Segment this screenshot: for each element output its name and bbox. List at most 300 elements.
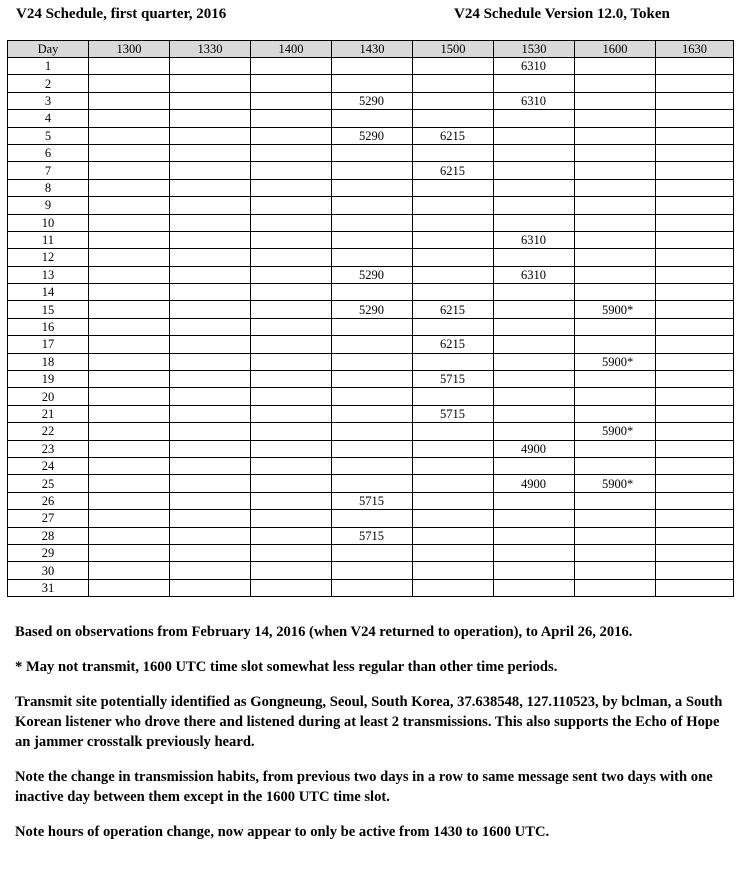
table-row (8, 266, 734, 283)
frequency-cell (494, 301, 575, 318)
frequency-cell (170, 405, 251, 422)
frequency-cell (332, 544, 413, 561)
frequency-cell (251, 388, 332, 405)
frequency-cell (575, 492, 656, 509)
frequency-cell (170, 353, 251, 370)
frequency-cell (89, 527, 170, 544)
frequency-cell (494, 457, 575, 474)
frequency-cell (89, 110, 170, 127)
frequency-cell (494, 75, 575, 92)
frequency-cell: 5900* (575, 301, 656, 318)
frequency-cell (575, 579, 656, 596)
frequency-cell (89, 510, 170, 527)
frequency-cell (494, 353, 575, 370)
frequency-cell (89, 266, 170, 283)
frequency-cell (575, 75, 656, 92)
frequency-cell (413, 510, 494, 527)
frequency-cell (251, 266, 332, 283)
frequency-cell (89, 179, 170, 196)
table-row (8, 144, 734, 161)
frequency-cell: 5290 (332, 301, 413, 318)
frequency-cell (251, 510, 332, 527)
table-row (8, 371, 734, 388)
table-row (8, 110, 734, 127)
frequency-cell (413, 75, 494, 92)
frequency-cell (413, 318, 494, 335)
frequency-cell (170, 266, 251, 283)
day-cell: 11 (8, 231, 89, 248)
table-row (8, 440, 734, 457)
frequency-cell (170, 423, 251, 440)
frequency-cell (251, 440, 332, 457)
day-cell: 23 (8, 440, 89, 457)
frequency-cell (656, 336, 734, 353)
frequency-cell (656, 405, 734, 422)
frequency-cell: 4900 (494, 440, 575, 457)
table-row (8, 162, 734, 179)
frequency-cell (656, 197, 734, 214)
day-cell: 6 (8, 144, 89, 161)
frequency-cell (332, 58, 413, 75)
frequency-cell: 6215 (413, 127, 494, 144)
frequency-cell (251, 405, 332, 422)
table-row (8, 301, 734, 318)
frequency-cell (251, 162, 332, 179)
frequency-cell (575, 388, 656, 405)
frequency-cell (332, 162, 413, 179)
frequency-cell (89, 231, 170, 248)
frequency-cell (575, 266, 656, 283)
frequency-cell (89, 353, 170, 370)
frequency-cell (656, 353, 734, 370)
frequency-cell (656, 127, 734, 144)
frequency-cell (494, 144, 575, 161)
frequency-cell (251, 249, 332, 266)
frequency-cell (656, 492, 734, 509)
frequency-cell (251, 144, 332, 161)
day-cell: 28 (8, 527, 89, 544)
frequency-cell (494, 405, 575, 422)
frequency-cell (413, 179, 494, 196)
frequency-cell: 5900* (575, 475, 656, 492)
column-header-1530: 1530 (494, 41, 575, 58)
frequency-cell (494, 197, 575, 214)
frequency-cell (251, 284, 332, 301)
frequency-cell (251, 423, 332, 440)
frequency-cell (332, 353, 413, 370)
frequency-cell (494, 214, 575, 231)
frequency-cell (575, 58, 656, 75)
frequency-cell (413, 457, 494, 474)
frequency-cell (170, 162, 251, 179)
day-cell: 8 (8, 179, 89, 196)
column-header-1300: 1300 (89, 41, 170, 58)
frequency-cell (170, 579, 251, 596)
frequency-cell (170, 92, 251, 109)
frequency-cell (656, 475, 734, 492)
frequency-cell (89, 162, 170, 179)
frequency-cell (332, 423, 413, 440)
frequency-cell (413, 492, 494, 509)
column-header-1630: 1630 (656, 41, 734, 58)
frequency-cell (251, 492, 332, 509)
day-cell: 27 (8, 510, 89, 527)
day-cell: 1 (8, 58, 89, 75)
frequency-cell (89, 457, 170, 474)
frequency-cell (575, 197, 656, 214)
frequency-cell (656, 58, 734, 75)
day-cell: 17 (8, 336, 89, 353)
frequency-cell (251, 214, 332, 231)
day-cell: 2 (8, 75, 89, 92)
table-row (8, 58, 734, 75)
frequency-cell (89, 440, 170, 457)
frequency-cell (89, 544, 170, 561)
frequency-cell: 5900* (575, 423, 656, 440)
frequency-cell (89, 301, 170, 318)
frequency-cell (575, 110, 656, 127)
table-row (8, 423, 734, 440)
table-row (8, 510, 734, 527)
frequency-cell: 6215 (413, 301, 494, 318)
frequency-cell (89, 284, 170, 301)
frequency-cell (170, 492, 251, 509)
frequency-cell: 6215 (413, 336, 494, 353)
frequency-cell: 5290 (332, 92, 413, 109)
frequency-cell: 5715 (413, 405, 494, 422)
frequency-cell (575, 544, 656, 561)
frequency-cell (332, 197, 413, 214)
column-header-1600: 1600 (575, 41, 656, 58)
frequency-cell (170, 110, 251, 127)
frequency-cell (332, 579, 413, 596)
table-row (8, 75, 734, 92)
frequency-cell (575, 371, 656, 388)
frequency-cell (170, 214, 251, 231)
frequency-cell (413, 92, 494, 109)
frequency-cell (656, 162, 734, 179)
frequency-cell (332, 144, 413, 161)
frequency-cell (332, 371, 413, 388)
frequency-cell (575, 179, 656, 196)
table-row (8, 197, 734, 214)
frequency-cell (251, 75, 332, 92)
frequency-cell (656, 75, 734, 92)
frequency-cell (170, 249, 251, 266)
frequency-cell (170, 527, 251, 544)
frequency-cell (251, 110, 332, 127)
frequency-cell (413, 231, 494, 248)
frequency-cell (170, 510, 251, 527)
frequency-cell (413, 214, 494, 231)
table-row (8, 579, 734, 596)
frequency-cell (332, 284, 413, 301)
frequency-cell (656, 440, 734, 457)
frequency-cell (656, 562, 734, 579)
frequency-cell (251, 457, 332, 474)
frequency-cell (89, 562, 170, 579)
day-cell: 12 (8, 249, 89, 266)
column-header-1500: 1500 (413, 41, 494, 58)
frequency-cell (494, 284, 575, 301)
table-row (8, 562, 734, 579)
frequency-cell (251, 371, 332, 388)
table-row (8, 475, 734, 492)
frequency-cell (413, 197, 494, 214)
frequency-cell (413, 440, 494, 457)
frequency-cell (413, 353, 494, 370)
table-row (8, 353, 734, 370)
frequency-cell (332, 214, 413, 231)
frequency-cell (656, 179, 734, 196)
frequency-cell (656, 527, 734, 544)
frequency-cell: 6310 (494, 231, 575, 248)
day-cell: 31 (8, 579, 89, 596)
frequency-cell: 4900 (494, 475, 575, 492)
frequency-cell: 5900* (575, 353, 656, 370)
frequency-cell (494, 423, 575, 440)
frequency-cell (413, 544, 494, 561)
frequency-cell (89, 197, 170, 214)
frequency-cell (89, 58, 170, 75)
frequency-cell (413, 527, 494, 544)
frequency-cell (89, 492, 170, 509)
frequency-cell (89, 318, 170, 335)
frequency-cell (413, 110, 494, 127)
frequency-cell (494, 371, 575, 388)
day-cell: 29 (8, 544, 89, 561)
day-cell: 25 (8, 475, 89, 492)
frequency-cell (656, 214, 734, 231)
frequency-cell (170, 457, 251, 474)
frequency-cell (170, 144, 251, 161)
frequency-cell (413, 249, 494, 266)
table-row (8, 527, 734, 544)
frequency-cell (251, 475, 332, 492)
frequency-cell (89, 214, 170, 231)
frequency-cell (170, 284, 251, 301)
frequency-cell (494, 110, 575, 127)
day-cell: 9 (8, 197, 89, 214)
table-row (8, 544, 734, 561)
table-row (8, 249, 734, 266)
frequency-cell (413, 266, 494, 283)
frequency-cell (656, 144, 734, 161)
frequency-cell (656, 544, 734, 561)
frequency-cell (494, 162, 575, 179)
frequency-cell (575, 162, 656, 179)
frequency-cell (89, 75, 170, 92)
frequency-cell (494, 249, 575, 266)
frequency-cell (89, 127, 170, 144)
note-transmit-site: Transmit site potentially identified as Gongneung, Seoul, South Korea, 37.638548, 127.110523, by bclman, a South Korean listener who drove there and listened during at least 2 transmissions. This also supports the Echo of Hope an jammer crosstalk previously heard. (15, 694, 723, 750)
table-row (8, 405, 734, 422)
day-cell: 26 (8, 492, 89, 509)
frequency-cell (332, 179, 413, 196)
frequency-cell (575, 440, 656, 457)
frequency-cell (494, 492, 575, 509)
frequency-cell (251, 318, 332, 335)
table-row (8, 92, 734, 109)
frequency-cell (413, 58, 494, 75)
frequency-cell (332, 475, 413, 492)
frequency-cell (251, 579, 332, 596)
day-cell: 4 (8, 110, 89, 127)
frequency-cell (251, 58, 332, 75)
frequency-cell (656, 284, 734, 301)
schedule-version: V24 Schedule Version 12.0, Token (454, 6, 670, 22)
frequency-cell (656, 457, 734, 474)
frequency-cell (89, 579, 170, 596)
frequency-cell (170, 475, 251, 492)
day-cell: 3 (8, 92, 89, 109)
frequency-cell (170, 197, 251, 214)
table-row (8, 336, 734, 353)
table-row (8, 179, 734, 196)
frequency-cell (89, 371, 170, 388)
frequency-cell (413, 423, 494, 440)
day-cell: 5 (8, 127, 89, 144)
frequency-cell (413, 562, 494, 579)
table-row (8, 231, 734, 248)
notes-section (15, 622, 727, 857)
frequency-cell (494, 179, 575, 196)
frequency-cell (575, 336, 656, 353)
frequency-cell (170, 231, 251, 248)
column-header-day: Day (8, 41, 89, 58)
frequency-cell (89, 405, 170, 422)
frequency-cell (251, 527, 332, 544)
frequency-cell (656, 92, 734, 109)
frequency-cell (656, 110, 734, 127)
frequency-cell (656, 266, 734, 283)
frequency-cell (332, 249, 413, 266)
frequency-cell (89, 336, 170, 353)
frequency-cell (332, 388, 413, 405)
frequency-cell (575, 249, 656, 266)
frequency-cell (89, 423, 170, 440)
day-cell: 24 (8, 457, 89, 474)
frequency-cell (656, 318, 734, 335)
frequency-cell (494, 544, 575, 561)
frequency-cell (332, 231, 413, 248)
frequency-cell (251, 562, 332, 579)
frequency-cell (413, 284, 494, 301)
frequency-cell (494, 562, 575, 579)
frequency-cell (170, 544, 251, 561)
frequency-cell (251, 353, 332, 370)
frequency-cell (494, 510, 575, 527)
note-transmission-habits: Note the change in transmission habits, from previous two days in a row to same message sent two days with one inactive day between them except in the 1600 UTC time slot. (15, 769, 713, 805)
table-row (8, 214, 734, 231)
table-row (8, 127, 734, 144)
frequency-cell (575, 284, 656, 301)
schedule-table (7, 40, 734, 597)
column-header-1330: 1330 (170, 41, 251, 58)
frequency-cell (494, 127, 575, 144)
column-header-1430: 1430 (332, 41, 413, 58)
frequency-cell (89, 92, 170, 109)
frequency-cell (251, 544, 332, 561)
frequency-cell (251, 301, 332, 318)
frequency-cell (332, 110, 413, 127)
note-observation-period: Based on observations from February 14, 2016 (when V24 returned to operation), to April 26, 2016. (15, 624, 633, 640)
table-header-row (8, 41, 734, 58)
frequency-cell (575, 231, 656, 248)
day-cell: 16 (8, 318, 89, 335)
column-header-1400: 1400 (251, 41, 332, 58)
frequency-cell (332, 457, 413, 474)
frequency-cell (494, 579, 575, 596)
frequency-cell (656, 579, 734, 596)
frequency-cell (575, 562, 656, 579)
day-cell: 19 (8, 371, 89, 388)
frequency-cell (251, 197, 332, 214)
frequency-cell (332, 318, 413, 335)
frequency-cell (413, 144, 494, 161)
frequency-cell (170, 75, 251, 92)
frequency-cell (575, 457, 656, 474)
frequency-cell: 5715 (332, 492, 413, 509)
table-row (8, 388, 734, 405)
frequency-cell (332, 75, 413, 92)
frequency-cell (494, 318, 575, 335)
frequency-cell (332, 562, 413, 579)
frequency-cell (332, 336, 413, 353)
frequency-cell (89, 388, 170, 405)
frequency-cell (656, 231, 734, 248)
note-asterisk: * May not transmit, 1600 UTC time slot somewhat less regular than other time periods. (15, 659, 558, 675)
frequency-cell (332, 510, 413, 527)
frequency-cell: 6310 (494, 92, 575, 109)
frequency-cell (656, 249, 734, 266)
day-cell: 13 (8, 266, 89, 283)
frequency-cell (494, 527, 575, 544)
frequency-cell: 6310 (494, 58, 575, 75)
table-row (8, 492, 734, 509)
frequency-cell (575, 92, 656, 109)
table-row (8, 457, 734, 474)
frequency-cell: 5715 (332, 527, 413, 544)
frequency-cell (575, 214, 656, 231)
frequency-cell: 5715 (413, 371, 494, 388)
table-row (8, 318, 734, 335)
day-cell: 10 (8, 214, 89, 231)
frequency-cell (89, 144, 170, 161)
frequency-cell (413, 388, 494, 405)
note-hours-of-operation: Note hours of operation change, now appear to only be active from 1430 to 1600 UTC. (15, 824, 550, 840)
frequency-cell (656, 388, 734, 405)
frequency-cell (656, 423, 734, 440)
frequency-cell (251, 179, 332, 196)
frequency-cell (89, 475, 170, 492)
frequency-cell: 6215 (413, 162, 494, 179)
frequency-cell (656, 510, 734, 527)
day-cell: 7 (8, 162, 89, 179)
frequency-cell (413, 579, 494, 596)
day-cell: 18 (8, 353, 89, 370)
frequency-cell (656, 371, 734, 388)
day-cell: 21 (8, 405, 89, 422)
table-body (8, 58, 734, 597)
frequency-cell (170, 301, 251, 318)
frequency-cell (494, 336, 575, 353)
frequency-cell (170, 336, 251, 353)
frequency-cell (170, 318, 251, 335)
frequency-cell (170, 388, 251, 405)
schedule-title: V24 Schedule, first quarter, 2016 (16, 6, 227, 22)
frequency-cell (575, 510, 656, 527)
